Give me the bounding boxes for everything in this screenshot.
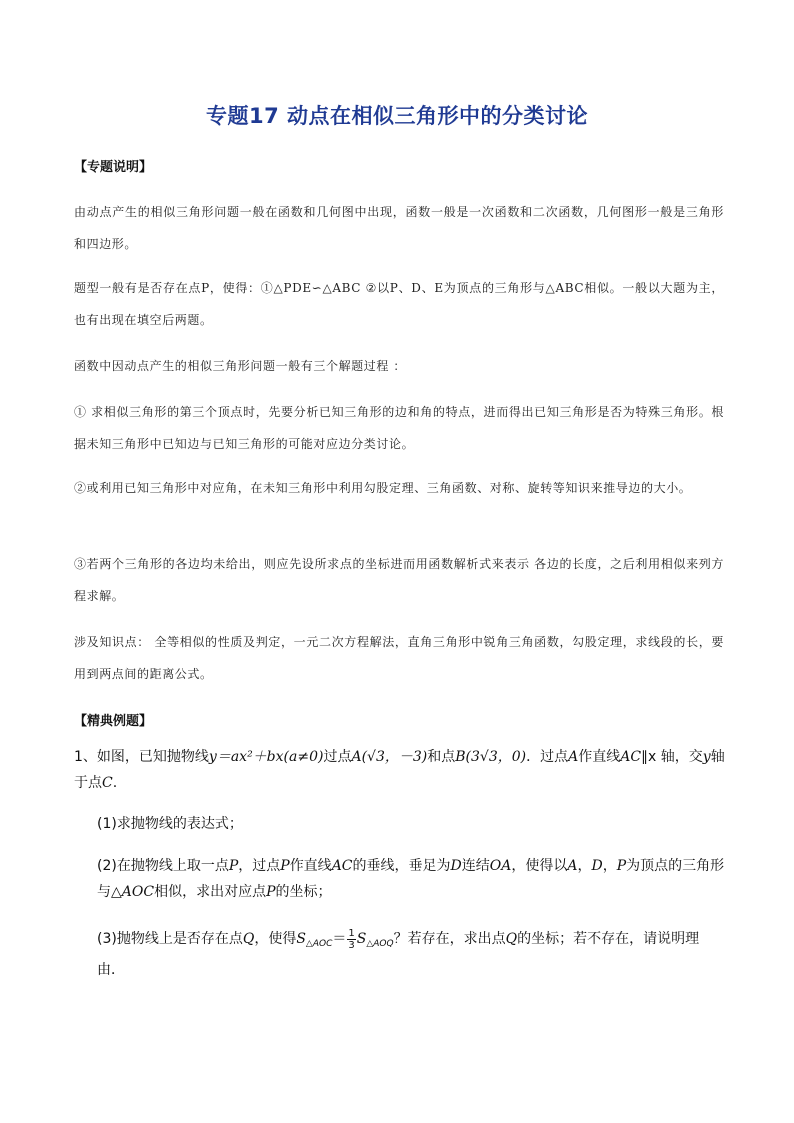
q1p2-var: D bbox=[450, 858, 462, 874]
paragraph-step-3: ③若两个三角形的各边均未给出，则应先设所求点的坐标进而用函数解析式来表示 各边的长度，之后利用相似来列方程求解。 bbox=[74, 557, 724, 603]
q1p2-text: ，使得以 bbox=[511, 858, 568, 874]
section-heading-examples: 【精典例题】 bbox=[74, 714, 153, 729]
q1p2-text: ，过点 bbox=[238, 858, 281, 874]
q1-text: 和点 bbox=[427, 749, 456, 765]
fraction-numerator: 1 bbox=[348, 927, 355, 939]
q1p2-text: 的垂线，垂足为 bbox=[352, 858, 451, 874]
q1-text: 1、如图，已知抛物线 bbox=[74, 749, 209, 765]
q1-equation: y＝ax²＋bx(a≠0) bbox=[208, 749, 324, 765]
section-heading-explanation: 【专题说明】 bbox=[74, 160, 153, 175]
q1-point-a: A(√3，－3) bbox=[351, 749, 428, 765]
fraction-denominator: 3 bbox=[348, 939, 355, 951]
q1p3-text: ，使得 bbox=[254, 931, 297, 947]
question-1-part-3 bbox=[97, 926, 727, 983]
paragraph-intro: 由动点产生的相似三角形问题一般在函数和几何图中出现，函数一般是一次函数和二次函数，几何图形一般是三角形和四边形。 bbox=[74, 205, 724, 251]
q1-text: ．过点 bbox=[526, 749, 569, 765]
q1p3-text: ？若存在，求出点 bbox=[393, 931, 506, 947]
q1-text: . bbox=[112, 775, 118, 791]
q1p2-var: △AOC bbox=[111, 884, 155, 900]
q1p2-var: D bbox=[591, 858, 603, 874]
equals-sign: ＝ bbox=[332, 931, 347, 947]
q1p2-text: ， bbox=[577, 858, 592, 874]
q1-var: A bbox=[568, 749, 579, 765]
fraction-one-third bbox=[347, 928, 355, 951]
q1p2-text: ， bbox=[602, 858, 617, 874]
q1p3-text: (3)抛物线上是否存在点 bbox=[97, 931, 243, 947]
question-1-stem bbox=[74, 744, 734, 796]
paragraph-knowledge-points: 涉及知识点： 全等相似的性质及判定，一元二次方程解法，直角三角形中锐角三角函数，勾股定理，求线段的长，要用到两点间的距离公式。 bbox=[74, 635, 724, 681]
q1p3-var: Q bbox=[505, 931, 518, 947]
q1-text: ∥x 轴，交 bbox=[641, 749, 703, 765]
q1-var: C bbox=[102, 775, 113, 791]
question-1-part-1: (1)求抛物线的表达式； bbox=[97, 816, 243, 832]
q1-text: 轴于点 bbox=[74, 749, 725, 791]
area-subscript: △AOC bbox=[305, 939, 333, 949]
q1p2-text: 相似，求出对应点 bbox=[154, 884, 267, 900]
paragraph-question-types: 题型一般有是否存在点P，使得：①△PDE∽△ABC ②以P、D、E为顶点的三角形与△ABC相似。一般以大题为主，也有出现在填空后两题。 bbox=[74, 281, 724, 327]
paragraph-step-2: ②或利用已知三角形中对应角，在未知三角形中利用勾股定理、三角函数、对称、旋转等知识来推导边的大小。 bbox=[74, 481, 692, 495]
q1p2-var: AC bbox=[331, 858, 353, 874]
q1p2-text: 为顶点的三角形与 bbox=[97, 858, 725, 900]
q1p2-text: (2)在抛物线上取一点 bbox=[97, 858, 229, 874]
q1p2-text: 的坐标； bbox=[275, 884, 332, 900]
q1-var: y bbox=[702, 749, 711, 765]
paragraph-process-intro: 函数中因动点产生的相似三角形问题一般有三个解题过程 ： bbox=[74, 359, 407, 373]
q1p2-var: P bbox=[228, 858, 239, 874]
q1-var: AC bbox=[620, 749, 642, 765]
q1-text: 作直线 bbox=[578, 749, 621, 765]
page-title: 专题17 动点在相似三角形中的分类讨论 bbox=[205, 104, 589, 128]
q1p2-text: 作直线 bbox=[289, 858, 332, 874]
q1p2-var: P bbox=[280, 858, 290, 874]
q1-text: 过点 bbox=[323, 749, 352, 765]
q1p2-var: A bbox=[567, 858, 578, 874]
q1p3-var: Q bbox=[242, 931, 255, 947]
q1p2-var: P bbox=[616, 858, 627, 874]
q1-point-b: B(3√3，0) bbox=[455, 749, 527, 765]
q1p3-text: 的坐标；若不存在，请说明理由． bbox=[97, 931, 700, 978]
area-symbol: S bbox=[296, 931, 306, 947]
area-symbol: S bbox=[356, 931, 367, 947]
q1p2-text: 连结 bbox=[461, 858, 490, 874]
paragraph-step-1: ① 求相似三角形的第三个顶点时，先要分析已知三角形的边和角的特点，进而得出已知三角形是否为特殊三角形。根据未知三角形中已知边与已知三角形的可能对应边分类讨论。 bbox=[74, 405, 724, 451]
area-subscript: △AOQ bbox=[366, 939, 394, 949]
q1p2-var: OA bbox=[489, 858, 512, 874]
question-1-part-2 bbox=[97, 853, 727, 905]
q1p2-var: P bbox=[266, 884, 276, 900]
